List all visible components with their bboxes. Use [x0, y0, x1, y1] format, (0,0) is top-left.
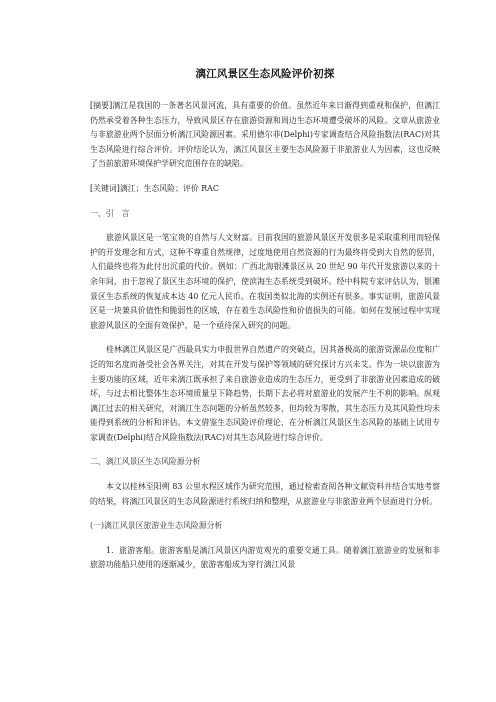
body-paragraph-1: 旅游风景区是一笔宝贵的自然与人文财富。目前我国的旅游风景区开发很多是采取重利用而轻保护的开发理念和方式，这种不尊重自然规律，过度地使用自然资源的行为最终将受到大自然的惩罚，人们最终也将为此付出沉重的代价。例如：广西北海银滩景区从 20 世纪 90 年代开发旅游以来的十余年间，由于忽视了景区生态环境的保护，使滨海生态系统受到破坏。经中科院专家评估认为，银滩景区生态系统的恢复成本达 40 亿元人民币。在我国类似北海的实例还有很多。事实证明，旅游风景区是一块兼具价值性和脆弱性的区域，存在着生态风险性和价值损失的可能。如何在发展过程中实现旅游风景区的全面有效保护，是一个亟待深入研究的问题。 [90, 233, 440, 330]
subheading-tourism-risk: (一)漓江风景区旅游业生态风险源分析 [90, 521, 223, 531]
keywords-line: [关键词]漓江；生态风险；评价 RAC [90, 183, 219, 193]
section-heading-introduction: 一、引 言 [90, 208, 130, 218]
section-heading-risk-source: 二、漓江风景区生态风险源分析 [90, 457, 201, 467]
body-paragraph-2: 桂林漓江风景区是广西最具实力申报世界自然遗产的突破点，因其备极高的旅游资源品位度和广泛的知名度而备受社会各界关注，对其在开发与保护等领域的研究探讨方兴未艾。作为一块以旅游为主要功能的区域，近年来漓江既承担了来自旅游业造成的生态压力，更受到了非旅游业因素造成的破坏，与过去相比整体生态环境质量呈下降趋势，长期下去必将对旅游业的发展产生不利的影响。纵观漓江过去的相关研究，对漓江生态问题的分析虽然较多，但均较为零散，其生态压力及其风险性均未能得到系统的分析和评估。本文借鉴生态风险评价理论，在分析漓江风景区生态风险的基础上试用专家调查(Delphi)结合风险指数法(RAC)对其生态风险进行综合评价。 [90, 345, 440, 442]
body-paragraph-4: 1．旅游客船。旅游客船是漓江风景区内游览观光的重要交通工具。随着漓江旅游业的发展和非旅游功能船只使用的逐渐减少，旅游客船成为穿行漓江风景 [90, 545, 440, 570]
document-title: 漓江风景区生态风险评价初探 [195, 68, 335, 80]
abstract-paragraph: [摘要]漓江是我国的一条著名风景河流，具有重要的价值。虽然近年来日渐得到重视和保护，但漓江仍然承受着各种生态压力，导致风景区存在旅游资源和周边生态环境遭受破坏的风险。文章从旅游业与非旅游业两个层面分析漓江风险源因素。采用德尔菲(Delphi)专家调查结合风险指数法(RAC)对其生态风险进行综合评价。评价结论认为，漓江风景区主要生态风险源于非旅游业人为因素，这也反映了当前旅游环境保护学研究范围存在的缺陷。 [90, 101, 440, 169]
body-paragraph-3: 本文以桂林至阳朔 83 公里水程区域作为研究范围，通过检索查阅各种文献资料并结合实地考察的结果，将漓江风景区的生态风险源进行系统归纳和整理，从旅游业与非旅游业两个层面进行分析。 [90, 482, 440, 506]
